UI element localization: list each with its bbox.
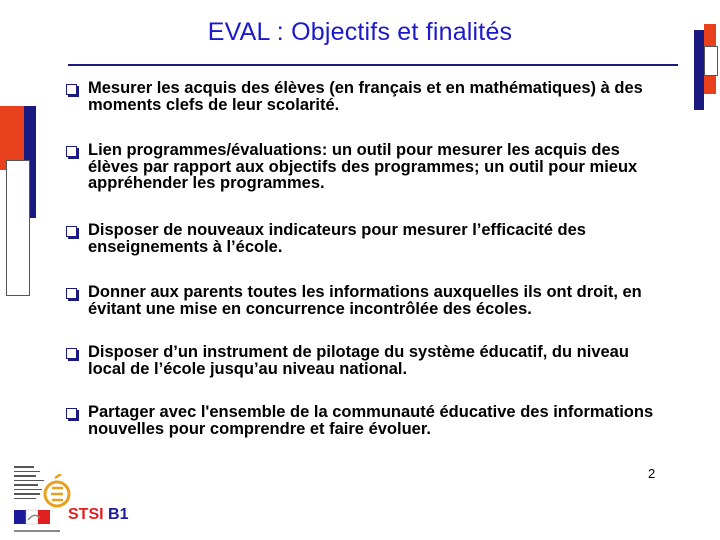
checkbox-bullet-icon	[66, 84, 77, 95]
checkbox-bullet-icon	[66, 146, 77, 157]
e-accent-icon	[42, 474, 72, 510]
marianne-flag-icon	[14, 508, 54, 526]
left-outline-block	[6, 160, 30, 296]
ministry-logo	[14, 466, 74, 538]
bullet-item	[66, 404, 666, 437]
bullet-text: Partager avec l'ensemble de la communauté éducative des informations nouvelles pour comprendre et faire évoluer.	[88, 403, 654, 438]
bullet-text: Lien programmes/évaluations: un outil pour mesurer les acquis des élèves par rapport aux objectifs des programmes; un outil pour mieux appréhender les programmes.	[88, 141, 638, 192]
bullet-item	[66, 142, 666, 192]
footer-label	[68, 506, 128, 524]
title-underline	[68, 64, 678, 66]
footer-label-stsi: STSI	[68, 506, 104, 523]
bullet-item	[66, 80, 666, 113]
checkbox-bullet-icon	[66, 348, 77, 359]
bullet-text: Mesurer les acquis des élèves (en français et en mathématiques) à des moments clefs de leur scolarité.	[88, 79, 643, 114]
checkbox-bullet-icon	[66, 226, 77, 237]
page-number: 2	[648, 466, 656, 481]
checkbox-bullet-icon	[66, 408, 77, 419]
right-outline-block	[704, 46, 718, 76]
slide-title: EVAL : Objectifs et finalités	[207, 18, 513, 46]
logo-caption-line	[14, 530, 60, 532]
bullet-text: Donner aux parents toutes les informations auxquelles ils ont droit, en évitant une mise en concurrence incontrôlée des écoles.	[88, 283, 642, 318]
bullet-text: Disposer d’un instrument de pilotage du système éducatif, du niveau local de l’école jusqu’au niveau national.	[88, 343, 629, 378]
bullet-item	[66, 222, 666, 255]
bullet-item	[66, 344, 666, 377]
bullet-text: Disposer de nouveaux indicateurs pour mesurer l’efficacité des enseignements à l’école.	[88, 221, 586, 256]
footer-label-b1: B1	[103, 506, 129, 523]
bullet-item	[66, 284, 666, 317]
checkbox-bullet-icon	[66, 288, 77, 299]
